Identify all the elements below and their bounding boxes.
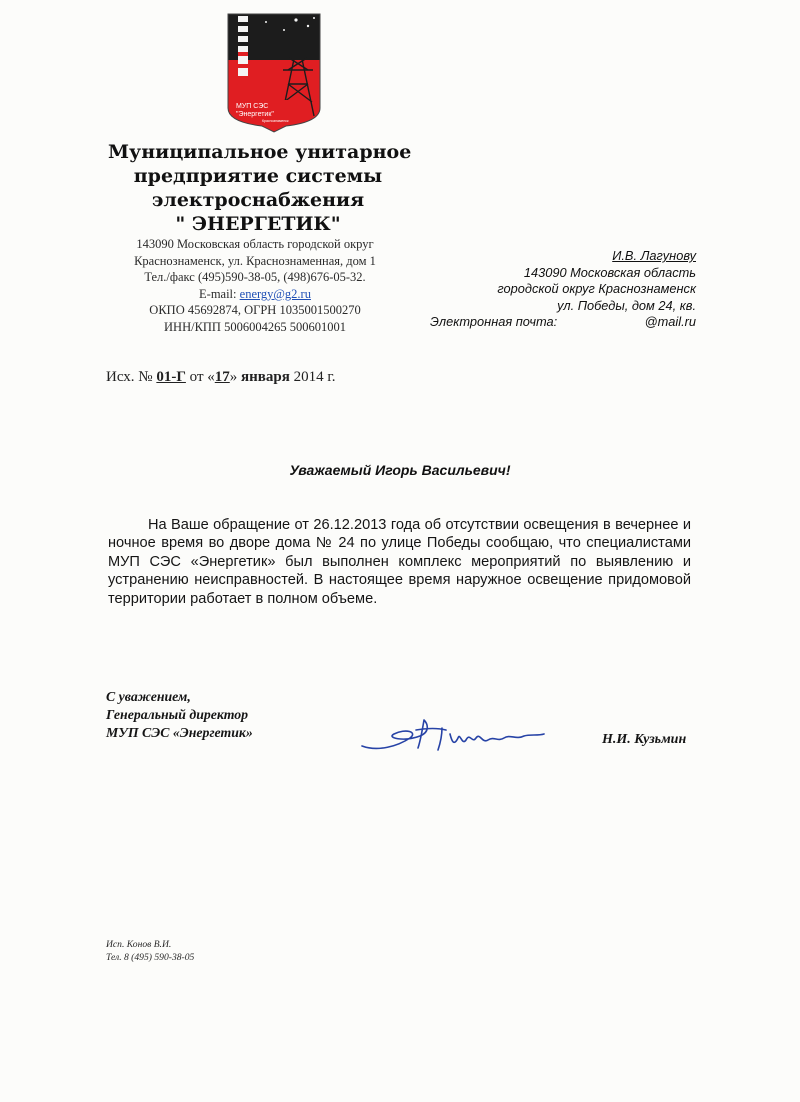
signer-name: Н.И. Кузьмин — [602, 732, 687, 747]
ref-month: января — [241, 369, 290, 385]
ref-number: 01-Г — [156, 369, 186, 385]
closing-block — [106, 688, 253, 742]
addressee-email-label: Электронная почта: — [430, 314, 558, 329]
footer-executor: Исп. Конов В.И. — [106, 939, 172, 950]
signature — [358, 712, 548, 756]
salutation: Уважаемый Игорь Васильевич! — [289, 462, 511, 478]
closing-position: Генеральный директор — [106, 707, 249, 722]
org-name-line-1: Муниципальное унитарное — [108, 141, 412, 163]
org-address-line-2: Краснознаменск, ул. Краснознаменная, дом 1 — [134, 253, 376, 268]
organization-details — [110, 236, 400, 336]
org-name-line-2: предприятие системы — [133, 165, 383, 187]
addressee-name: И.В. Лагунову — [612, 248, 696, 263]
company-logo — [226, 12, 322, 134]
footer-phone: Тел. 8 (495) 590-38-05 — [106, 952, 195, 963]
org-okpo: ОКПО 45692874, ОГРН 1035001500270 — [149, 303, 361, 318]
addressee-line-2: городской округ Краснознаменск — [497, 281, 696, 296]
ref-close-quote: » — [229, 369, 242, 385]
addressee-email-value: @mail.ru — [644, 314, 696, 329]
chimney-icon — [238, 16, 248, 76]
org-name-line-3: электроснабжения — [151, 189, 365, 211]
addressee-email-row — [430, 314, 696, 331]
ref-from-label: от « — [185, 369, 215, 385]
logo-caption-3: Краснознаменск — [262, 119, 289, 123]
ref-prefix: Исх. № — [106, 369, 157, 385]
org-name-line-4: " ЭНЕРГЕТИК" — [175, 213, 341, 235]
letter-body: На Ваше обращение от 26.12.2013 года об отсутствии освещения в вечернее и ночное время во дворе дома № 24 по улице Победы сообщаю, что специалистами МУП СЭС «Энергетик» был выполнен комплекс мероприятий по выявлению и устранению неисправностей. В настоящее время наружное освещение придомовой территории работает в полном объеме. — [108, 517, 691, 607]
org-phone: Тел./факс (495)590-38-05, (498)676-05-32. — [144, 270, 366, 285]
org-inn: ИНН/КПП 5006004265 500601001 — [164, 319, 346, 334]
organization-name — [108, 140, 412, 236]
ref-day: 17 — [214, 369, 230, 385]
addressee-block — [430, 248, 696, 331]
ref-year: 2014 г. — [289, 369, 336, 385]
org-address-line-1: 143090 Московская область городской округ — [136, 237, 374, 251]
reference-line — [106, 369, 336, 386]
addressee-line-1: 143090 Московская область — [523, 264, 696, 280]
org-email-link[interactable]: energy@g2.ru — [239, 286, 311, 301]
org-email-label: E-mail: — [199, 286, 240, 301]
logo-caption-1: МУП СЭС — [236, 103, 269, 110]
closing-regards: С уважением, — [106, 689, 191, 704]
logo-caption-2: "Энергетик" — [236, 111, 274, 118]
addressee-line-3: ул. Победы, дом 24, кв. — [557, 297, 696, 313]
footer-block — [106, 938, 194, 964]
closing-organization: МУП СЭС «Энергетик» — [106, 725, 253, 740]
org-email-row — [110, 286, 400, 303]
